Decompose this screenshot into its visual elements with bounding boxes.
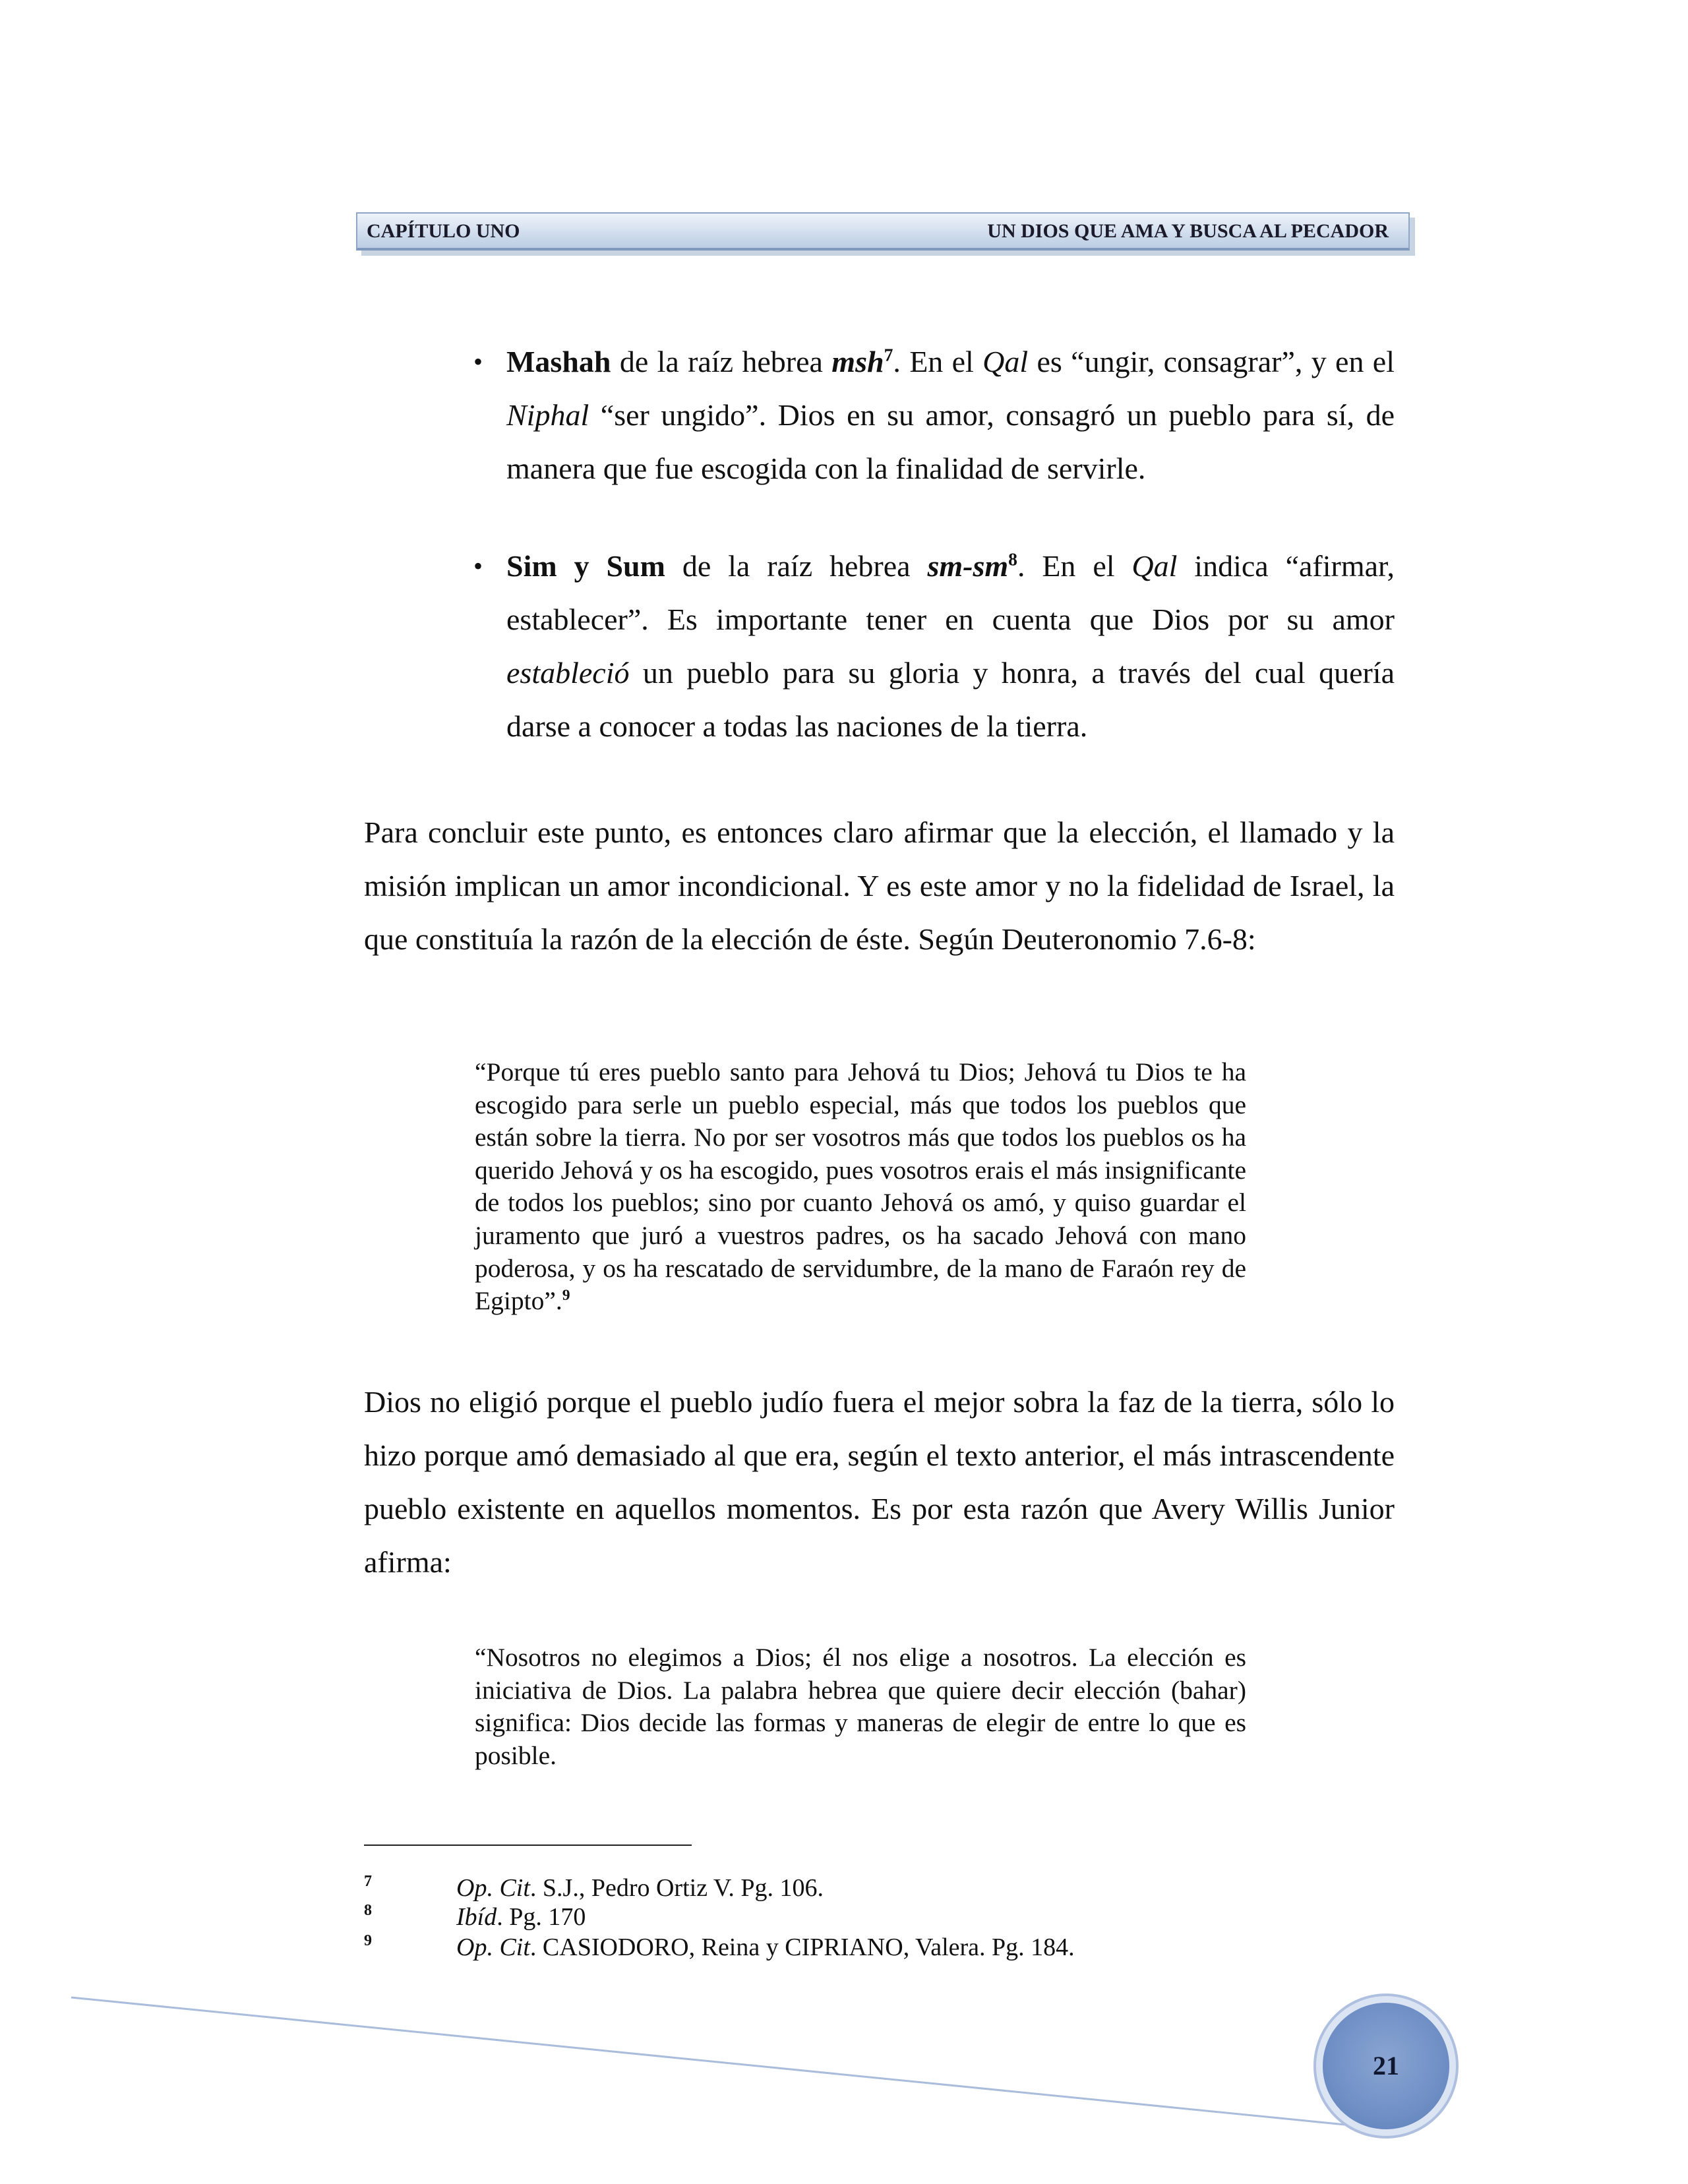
footnote-ref: 8 <box>1008 548 1017 570</box>
chapter-title: CAPÍTULO UNO <box>367 220 520 242</box>
bullet-icon: • <box>473 551 483 581</box>
page-number-badge <box>1323 2003 1449 2129</box>
term: Sim y Sum <box>506 549 665 583</box>
page-number: 21 <box>1373 2051 1399 2081</box>
term: Mashah <box>506 345 611 378</box>
hebrew-root: sm-sm <box>927 549 1009 583</box>
bullet-item-sim-sum: • Sim y Sum de la raíz hebrea $sm-sm^8$. En el Qal indica “afirmar, establecer”. Es importante tener en cuenta que Dios por su amor estableció un pueblo para su gloria y honra, a través del cual quería darse a conocer a todas las naciones de la tierra. <box>506 539 1395 753</box>
chapter-subtitle: UN DIOS QUE AMA Y BUSCA AL PECADOR <box>987 220 1389 242</box>
block-quote-2: “Nosotros no elegimos a Dios; él nos elige a nosotros. La elección es iniciativa de Dios. La palabra hebrea que quiere decir elección (bahar) significa: Dios decide las formas y maneras de elegir de entre lo que es posible. <box>475 1643 1246 1770</box>
body-paragraph-1: Para concluir este punto, es entonces claro afirmar que la elección, el llamado y la misión implican un amor incondicional. Y es este amor y no la fidelidad de Israel, la que constituía la razón de la elección de éste. Según Deuteronomio 7.6-8: <box>364 815 1395 956</box>
bullet-icon: • <box>473 347 483 376</box>
body-paragraph-2: Dios no eligió porque el pueblo judío fuera el mejor sobra la faz de la tierra, sólo lo hizo porque amó demasiado al que era, según el texto anterior, el más intrascendente pueblo existente en aquellos momentos. Es por esta razón que Avery Willis Junior afirma: <box>364 1385 1395 1579</box>
footnote-ref: 7 <box>884 344 893 365</box>
bullet-item-mashah: • Mashah de la raíz hebrea msh$^7$. En el Qal es “ungir, consagrar”, y en el Niphal “ser ungido”. Dios en su amor, consagró un pueblo para sí, de manera que fue escogida con la finalidad de servirle. <box>506 335 1395 495</box>
footnote-ref: 9 <box>562 1287 570 1304</box>
hebrew-root: msh <box>831 345 884 378</box>
block-quote-1: “Porque tú eres pueblo santo para Jehová tu Dios; Jehová tu Dios te ha escogido para serle un pueblo especial, más que todos los pueblos que están sobre la tierra. No por ser vosotros más que todos los pueblos os ha querido Jehová y os ha escogido, pues vosotros erais el más insignificante de todos los pueblos; sino por cuanto Jehová os amó, y quiso guardar el juramento que juró a vuestros padres, os ha sacado Jehová con mano poderosa, y os ha rescatado de servidumbre, de la mano de Faraón rey de Egipto”.$^9$ <box>475 1057 1246 1316</box>
